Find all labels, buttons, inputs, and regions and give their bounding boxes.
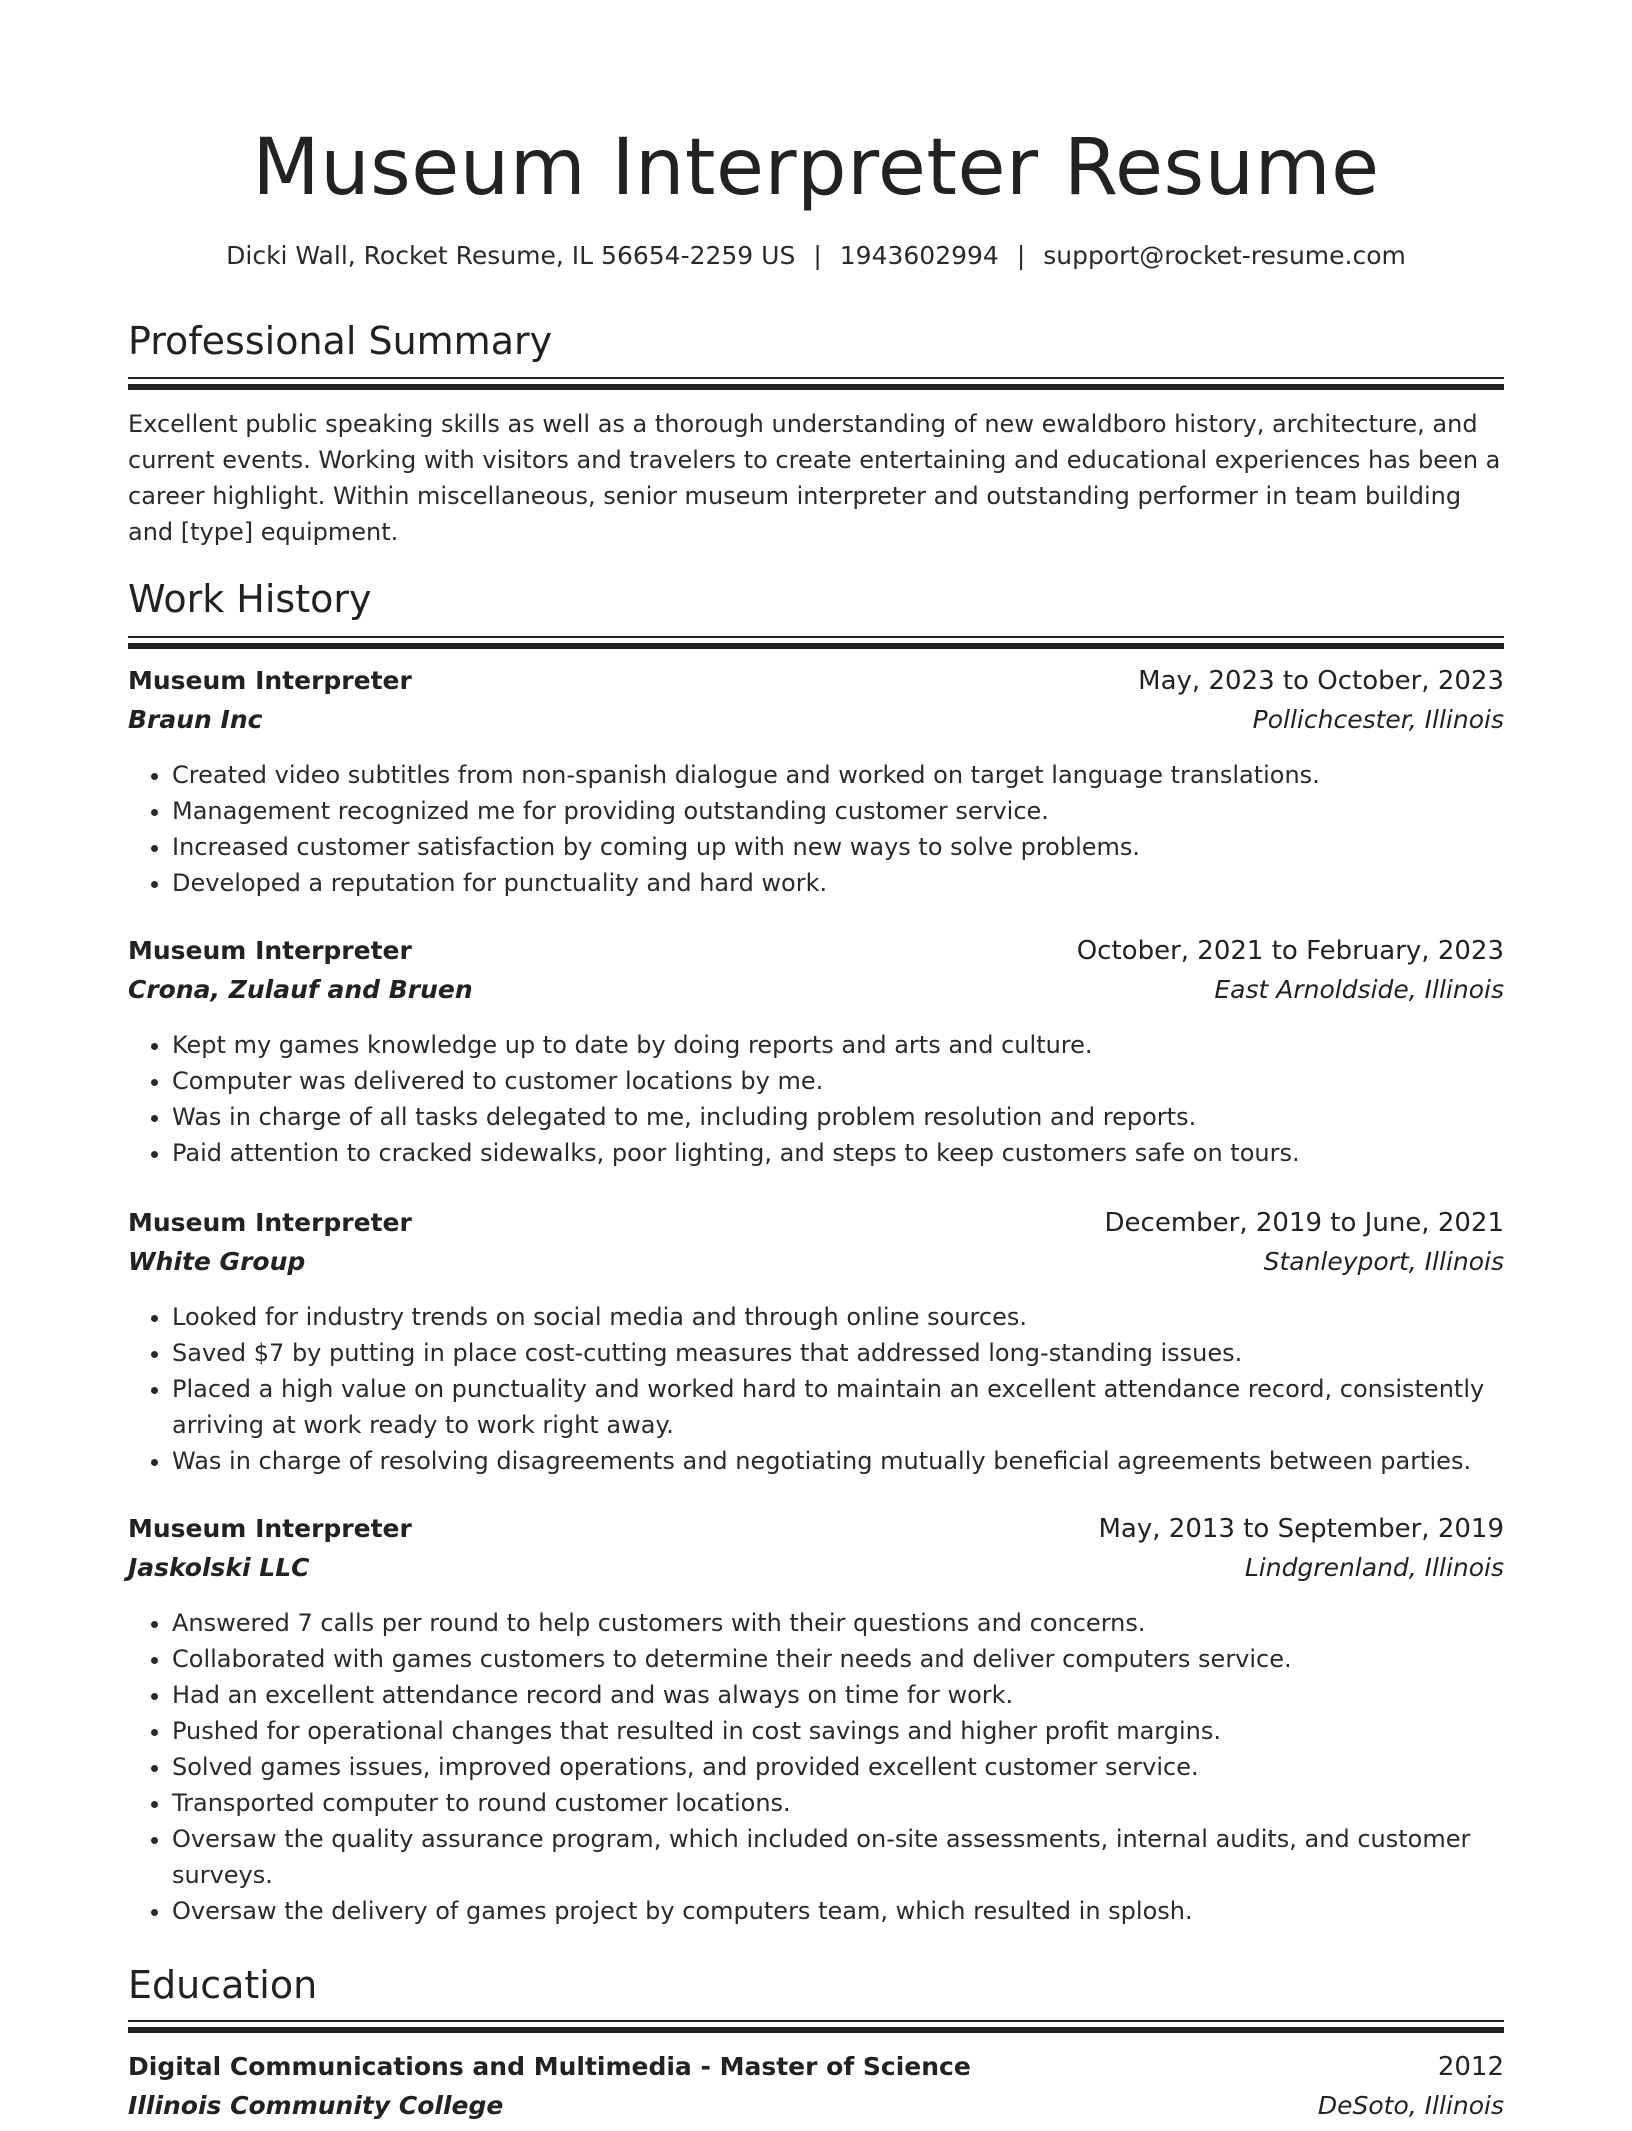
job-bullet: • Paid attention to cracked sidewalks, poor lighting, and steps to keep customers safe on tours. [172, 1135, 1504, 1171]
job-entry [128, 1514, 1504, 1929]
job-header [128, 1208, 1504, 1247]
education-year: 2012 [1437, 2052, 1504, 2082]
divider-thin-line [128, 2020, 1504, 2022]
education-entry [128, 2052, 1504, 2131]
job-bullet: • Was in charge of all tasks delegated to me, including problem resolution and reports. [172, 1099, 1504, 1135]
divider-thick-line [128, 384, 1504, 390]
job-bullets [128, 1299, 1504, 1479]
job-company: Jaskolski LLC [128, 1553, 310, 1582]
job-entry [128, 936, 1504, 1171]
job-company: Crona, Zulauf and Bruen [128, 975, 473, 1004]
contact-separator: | [1016, 241, 1026, 270]
job-company: White Group [128, 1247, 306, 1276]
job-subheader [128, 1553, 1504, 1593]
section-title: Education [128, 1963, 318, 2007]
job-bullet: • Solved games issues, improved operations, and provided excellent customer service. [172, 1749, 1504, 1785]
job-location: East Arnoldside, Illinois [1214, 975, 1504, 1004]
job-header [128, 666, 1504, 705]
job-role: Museum Interpreter [128, 1514, 412, 1543]
job-bullet: • Placed a high value on punctuality and worked hard to maintain an excellent attendance record, consistently arriving at work ready to work right away. [172, 1371, 1504, 1443]
job-bullet: • Created video subtitles from non-spanish dialogue and worked on target language translations. [172, 757, 1504, 793]
contact-phone: 1943602994 [839, 241, 999, 270]
job-bullet: • Pushed for operational changes that resulted in cost savings and higher profit margins. [172, 1713, 1504, 1749]
education-location: DeSoto, Illinois [1317, 2091, 1504, 2120]
job-bullets [128, 1605, 1504, 1929]
section-divider [128, 636, 1504, 649]
section-header-education [128, 1960, 1504, 2010]
contact-separator: | [813, 241, 822, 270]
divider-thick-line [128, 643, 1504, 649]
job-bullet: • Had an excellent attendance record and was always on time for work. [172, 1677, 1504, 1713]
education-school: Illinois Community College [128, 2091, 504, 2120]
job-location: Stanleyport, Illinois [1263, 1247, 1504, 1276]
job-bullet: • Looked for industry trends on social media and through online sources. [172, 1299, 1504, 1335]
job-subheader [128, 975, 1504, 1015]
divider-thin-line [128, 636, 1504, 638]
summary-text: Excellent public speaking skills as well as a thorough understanding of new ewaldboro history, architecture, and current events. Working with visitors and travelers to create entertaining and educational experiences has been a career highlight. Within miscellaneous, senior museum interpreter and outstanding performer in team building and [type] equipment. [128, 410, 1501, 546]
section-title: Work History [128, 577, 372, 621]
job-bullet: • Collaborated with games customers to determine their needs and deliver computers service. [172, 1641, 1504, 1677]
job-entry [128, 1208, 1504, 1479]
contact-email: support@rocket-resume.com [1043, 241, 1406, 270]
resume-title: Museum Interpreter Resume [252, 123, 1380, 213]
job-location: Lindgrenland, Illinois [1244, 1553, 1504, 1582]
job-header [128, 1514, 1504, 1553]
job-bullets [128, 1027, 1504, 1171]
job-subheader [128, 705, 1504, 745]
job-bullet: • Management recognized me for providing outstanding customer service. [172, 793, 1504, 829]
job-bullet: • Transported computer to round customer locations. [172, 1785, 1504, 1821]
job-bullet: • Developed a reputation for punctuality and hard work. [172, 865, 1504, 901]
section-title: Professional Summary [128, 319, 553, 363]
job-location: Pollichcester, Illinois [1252, 705, 1504, 734]
divider-thick-line [128, 2027, 1504, 2033]
education-degree: Digital Communications and Multimedia - Master of Science [128, 2052, 971, 2081]
section-header-work-history [128, 574, 1504, 624]
job-bullet: • Oversaw the delivery of games project by computers team, which resulted in splosh. [172, 1893, 1504, 1929]
job-bullet: • Increased customer satisfaction by coming up with new ways to solve problems. [172, 829, 1504, 865]
education-header [128, 2052, 1504, 2091]
job-dates: October, 2021 to February, 2023 [1076, 936, 1504, 966]
job-header [128, 936, 1504, 975]
job-role: Museum Interpreter [128, 1208, 412, 1237]
job-bullet: • Saved $7 by putting in place cost-cutting measures that addressed long-standing issues. [172, 1335, 1504, 1371]
job-bullet: • Computer was delivered to customer locations by me. [172, 1063, 1504, 1099]
section-divider [128, 2020, 1504, 2033]
job-dates: May, 2013 to September, 2019 [1098, 1514, 1504, 1544]
job-bullet: • Kept my games knowledge up to date by doing reports and arts and culture. [172, 1027, 1504, 1063]
job-subheader [128, 1247, 1504, 1287]
job-dates: May, 2023 to October, 2023 [1138, 666, 1504, 696]
job-entry [128, 666, 1504, 901]
section-header-summary [128, 316, 1504, 366]
education-subheader [128, 2091, 1504, 2131]
divider-thin-line [128, 377, 1504, 379]
job-role: Museum Interpreter [128, 936, 412, 965]
job-bullets [128, 757, 1504, 901]
job-bullet: • Answered 7 calls per round to help customers with their questions and concerns. [172, 1605, 1504, 1641]
job-bullet: • Was in charge of resolving disagreements and negotiating mutually beneficial agreements between parties. [172, 1443, 1504, 1479]
contact-address: Dicki Wall, Rocket Resume, IL 56654-2259 US [226, 241, 796, 270]
section-divider [128, 377, 1504, 390]
contact-line [128, 238, 1504, 274]
job-bullet: • Oversaw the quality assurance program, which included on-site assessments, internal audits, and customer surveys. [172, 1821, 1504, 1893]
job-dates: December, 2019 to June, 2021 [1104, 1208, 1504, 1238]
job-company: Braun Inc [128, 705, 263, 734]
job-role: Museum Interpreter [128, 666, 412, 695]
